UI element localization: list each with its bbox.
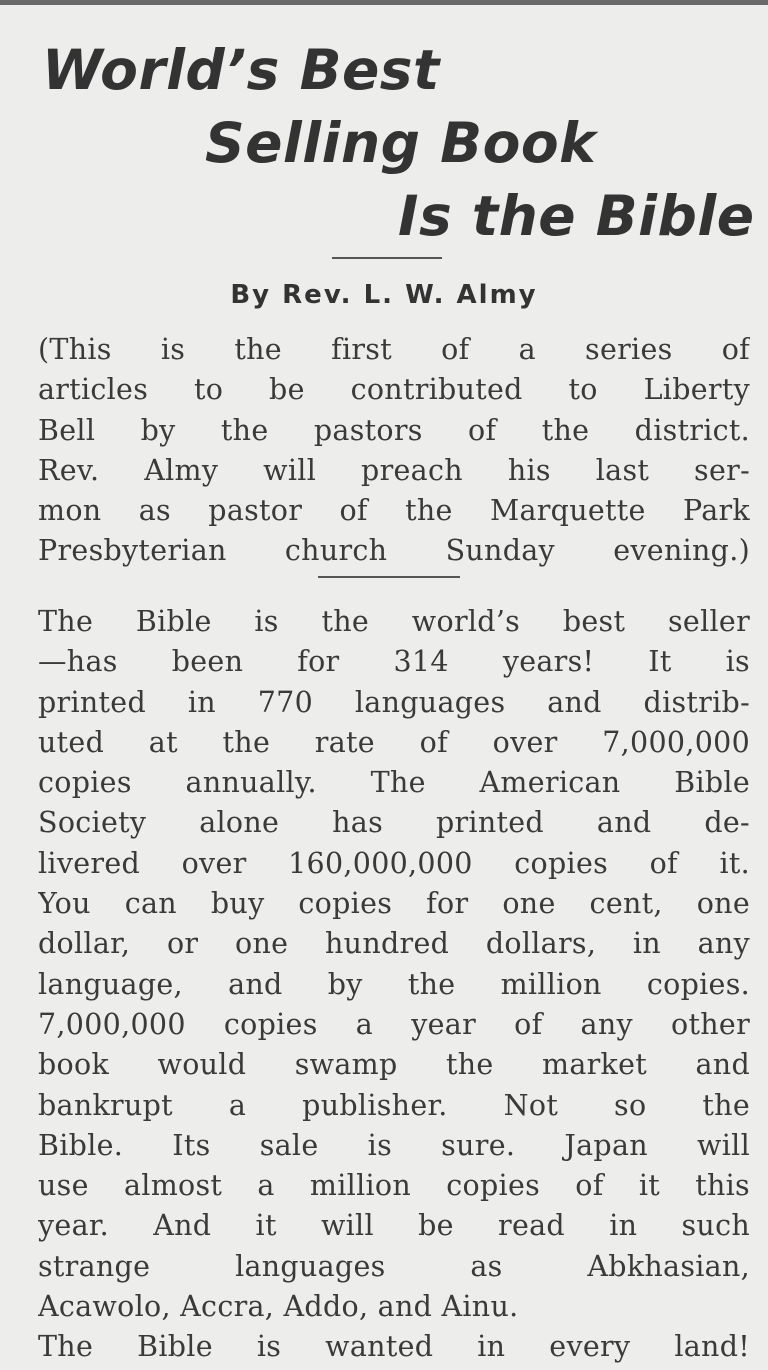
body-line: livered over 160,000,000 copies of it.: [38, 846, 750, 880]
body-line: copies annually. The American Bible: [38, 766, 750, 800]
intro-line: articles to be contributed to Liberty: [38, 373, 750, 407]
body-line: Society alone has printed and de-: [38, 806, 750, 840]
headline-line-3: Is the Bible: [398, 184, 755, 248]
body-line: uted at the rate of over 7,000,000: [38, 725, 750, 759]
body-line: Acawolo, Accra, Addo, and Ainu.: [38, 1290, 519, 1324]
intro-line: Rev. Almy will preach his last ser-: [38, 453, 750, 487]
headline-divider: [332, 257, 442, 259]
body-line: language, and by the million copies.: [38, 967, 750, 1001]
body-paragraph: [38, 602, 750, 1368]
intro-line: mon as pastor of the Marquette Park: [38, 494, 750, 528]
body-line: dollar, or one hundred dollars, in any: [38, 927, 750, 961]
intro-line: (This is the first of a series of: [38, 333, 750, 366]
body-line: Bible. Its sale is sure. Japan will: [38, 1128, 750, 1162]
body-line: book would swamp the market and: [38, 1048, 750, 1082]
intro-line: Bell by the pastors of the district.: [38, 413, 750, 447]
body-line: You can buy copies for one cent, one: [38, 887, 750, 921]
byline: By Rev. L. W. Almy: [230, 280, 538, 310]
intro-paragraph: [38, 330, 750, 572]
body-line: The Bible is the world’s best seller: [38, 605, 750, 638]
intro-line: Presbyterian church Sunday evening.): [38, 534, 750, 568]
body-line: bankrupt a publisher. Not so the: [38, 1088, 750, 1122]
body-line: printed in 770 languages and distrib-: [38, 685, 750, 719]
body-line: year. And it will be read in such: [38, 1209, 750, 1243]
section-divider: [318, 576, 460, 578]
headline-line-1: World’s Best: [42, 38, 440, 102]
body-line: use almost a million copies of it this: [38, 1169, 750, 1203]
body-line: The Bible is wanted in every land!: [38, 1330, 750, 1364]
body-line: 7,000,000 copies a year of any other: [38, 1007, 750, 1041]
headline-line-2: Selling Book: [205, 111, 597, 175]
top-column-rule: [0, 0, 768, 5]
body-line: strange languages as Abkhasian,: [38, 1249, 750, 1283]
body-line: —has been for 314 years! It is: [38, 645, 750, 679]
